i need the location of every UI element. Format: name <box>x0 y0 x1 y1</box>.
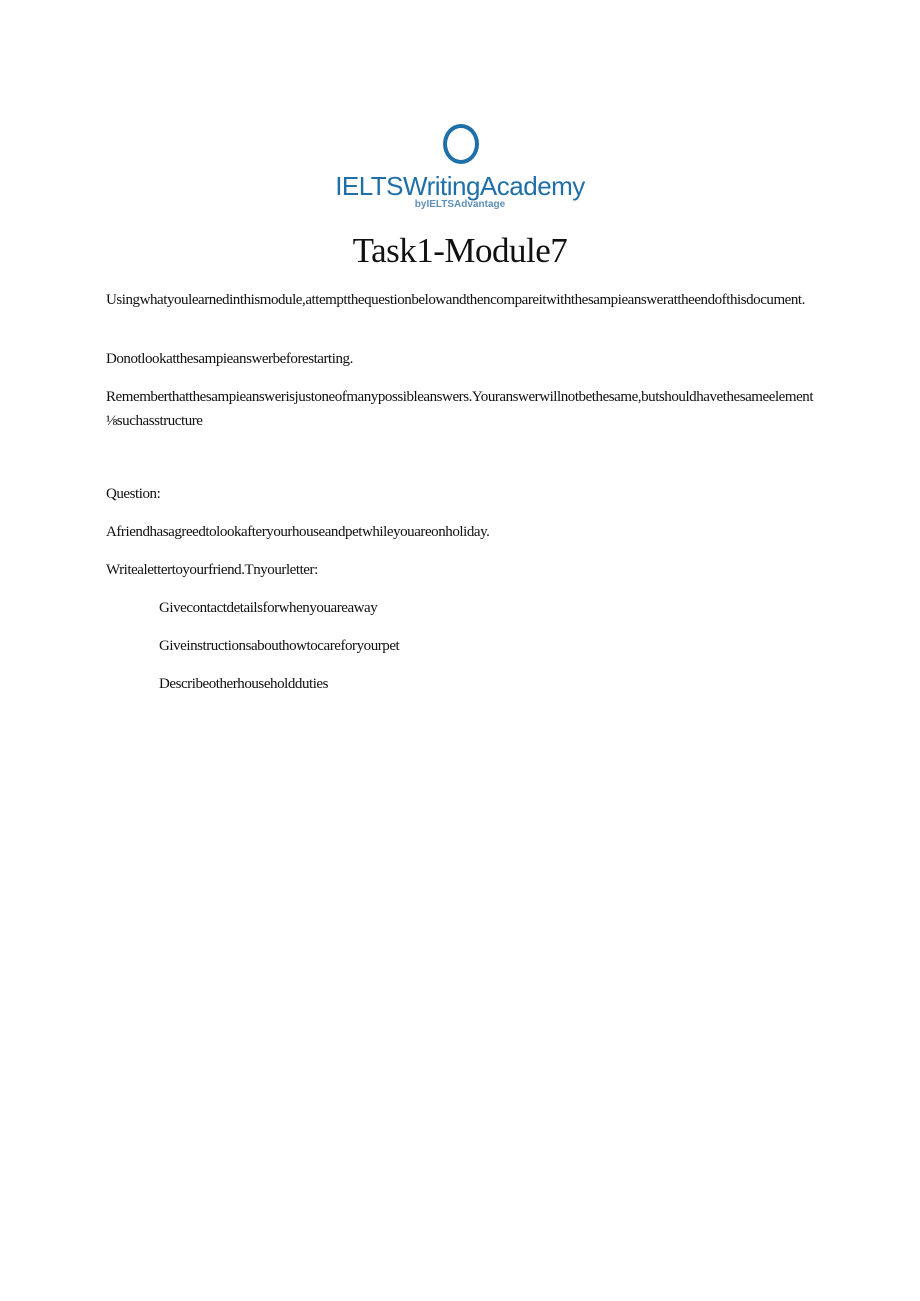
intro-paragraph-2: Donotlookatthesampieanswerbeforestarting. <box>106 351 353 367</box>
question-point-2: Giveinstructionsabouthowtocareforyourpet <box>159 638 400 654</box>
page-title: Task1-Module7 <box>352 231 568 270</box>
logo-name: IELTSWritingAcademy <box>335 171 585 201</box>
logo-circle-icon <box>443 124 479 164</box>
question-point-3: Describeotherhouseholdduties <box>159 676 329 692</box>
logo-tagline: byIELTSAdvantage <box>414 199 506 210</box>
intro-paragraph-1: Usingwhatyoulearnedinthismodule,attemptthequestionbelowandthencompareitwiththesampieanswerattheendofthisdocument. <box>106 292 805 308</box>
intro-paragraph-3: Rememberthatthesampieanswerisjustoneofmanypossibleanswers.Youranswerwillnotbethesame,butshouldhavethesameelement⅛suchasstructure <box>106 389 814 429</box>
question-label: Question: <box>106 486 161 502</box>
question-point-1: Givecontactdetailsforwhenyouareaway <box>159 600 378 616</box>
question-instruction: Writealettertoyourfriend.Tnyourletter: <box>106 562 318 578</box>
question-prompt: Afriendhasagreedtolookafteryourhouseandpetwhileyouareonholiday. <box>106 524 490 540</box>
